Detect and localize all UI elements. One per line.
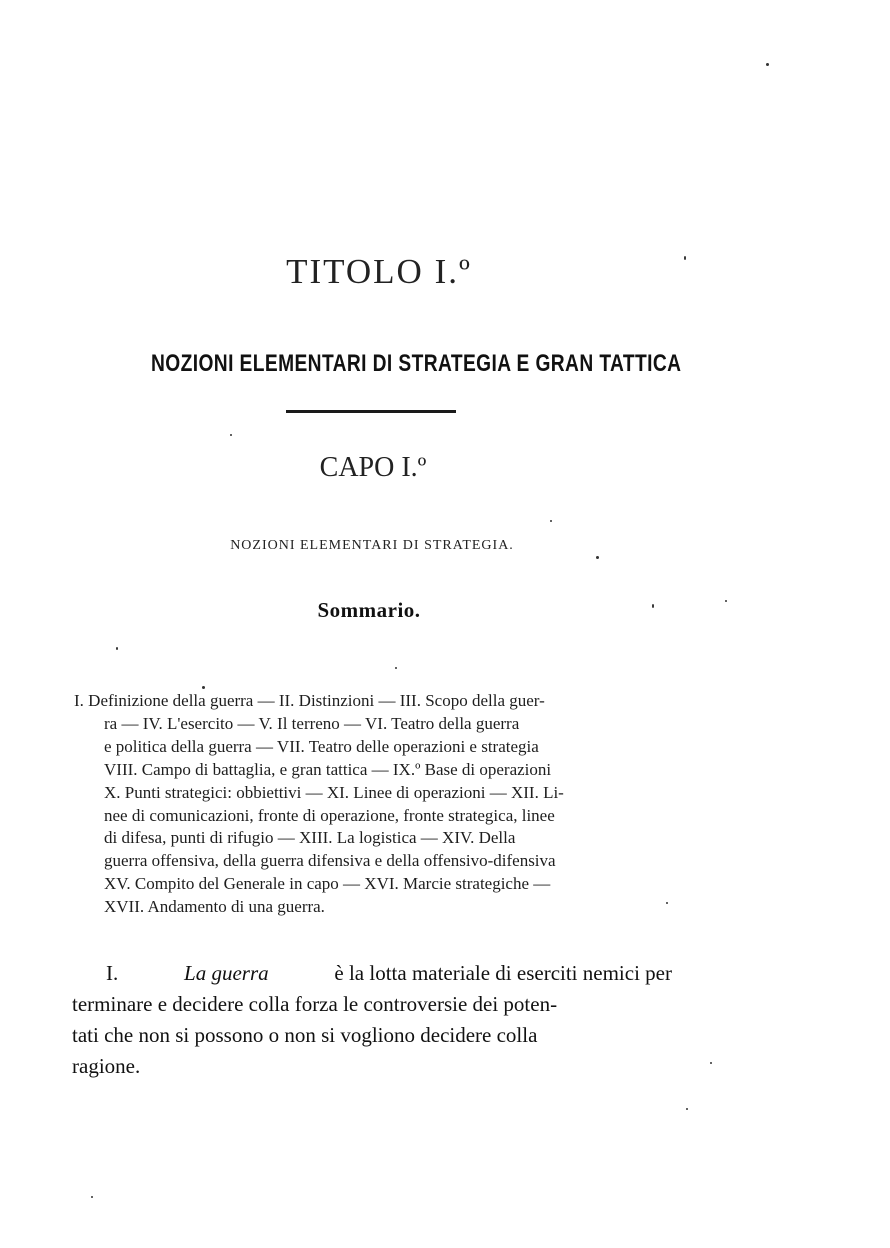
summary-line: e politica della guerra — VII. Teatro delle operazioni e strategia bbox=[104, 736, 539, 756]
summary-line: XVII. Andamento di una guerra. bbox=[104, 897, 325, 917]
main-title: NOZIONI ELEMENTARI DI STRATEGIA E GRAN TATTICA bbox=[151, 350, 682, 377]
scan-speck bbox=[725, 600, 727, 602]
summary-line: X. Punti strategici: obbiettivi — XI. Linee di operazioni — XII. Li- bbox=[104, 782, 564, 802]
scan-speck bbox=[230, 434, 232, 436]
scan-speck bbox=[666, 902, 668, 904]
summary-line: guerra offensiva, della guerra difensiva e della offensivo-difensiva bbox=[104, 851, 556, 871]
summary-line: di difesa, punti di rifugio — XIII. La logistica — XIV. Della bbox=[104, 828, 516, 848]
paragraph-term: La guerra bbox=[184, 961, 269, 985]
scan-speck bbox=[550, 520, 552, 522]
paragraph-line: ragione. bbox=[72, 1054, 141, 1078]
title-divider bbox=[286, 410, 456, 413]
scan-speck bbox=[116, 647, 118, 650]
scan-speck bbox=[684, 256, 686, 260]
paragraph-line: terminare e decidere colla forza le controversie dei poten- bbox=[72, 992, 558, 1016]
scan-speck bbox=[395, 667, 397, 669]
paragraph-number: I. bbox=[106, 961, 119, 985]
summary-line: VIII. Campo di battaglia, e gran tattica — IX.º Base di operazioni bbox=[104, 759, 552, 779]
summary-heading: Sommario. bbox=[317, 598, 421, 622]
paragraph-line: tati che non si possono o non si vogliono decidere colla bbox=[72, 1023, 538, 1047]
scan-speck bbox=[766, 63, 769, 66]
summary-block bbox=[74, 690, 670, 919]
scan-speck bbox=[652, 604, 654, 608]
summary-line: nee di comunicazioni, fronte di operazione, fronte strategica, linee bbox=[104, 805, 555, 825]
scan-speck bbox=[686, 1108, 688, 1110]
part-title: TITOLO I.º bbox=[286, 252, 472, 291]
summary-line: I. Definizione della guerra — II. Distinzioni — III. Scopo della guer- bbox=[74, 691, 545, 710]
chapter-title: CAPO I.º bbox=[319, 452, 427, 483]
scan-speck bbox=[710, 1062, 712, 1064]
scan-speck bbox=[596, 556, 599, 559]
scan-speck bbox=[202, 686, 205, 689]
paragraph-line bbox=[72, 958, 672, 989]
chapter-subtitle: NOZIONI ELEMENTARI DI STRATEGIA. bbox=[230, 538, 514, 553]
paragraph-one bbox=[72, 958, 672, 1082]
scan-speck bbox=[91, 1196, 93, 1198]
summary-line: XV. Compito del Generale in capo — XVI. Marcie strategiche — bbox=[104, 874, 551, 894]
paragraph-line-1-rest: è la lotta materiale di eserciti nemici per bbox=[334, 961, 672, 985]
summary-line: ra — IV. L'esercito — V. Il terreno — VI. Teatro della guerra bbox=[104, 713, 520, 733]
